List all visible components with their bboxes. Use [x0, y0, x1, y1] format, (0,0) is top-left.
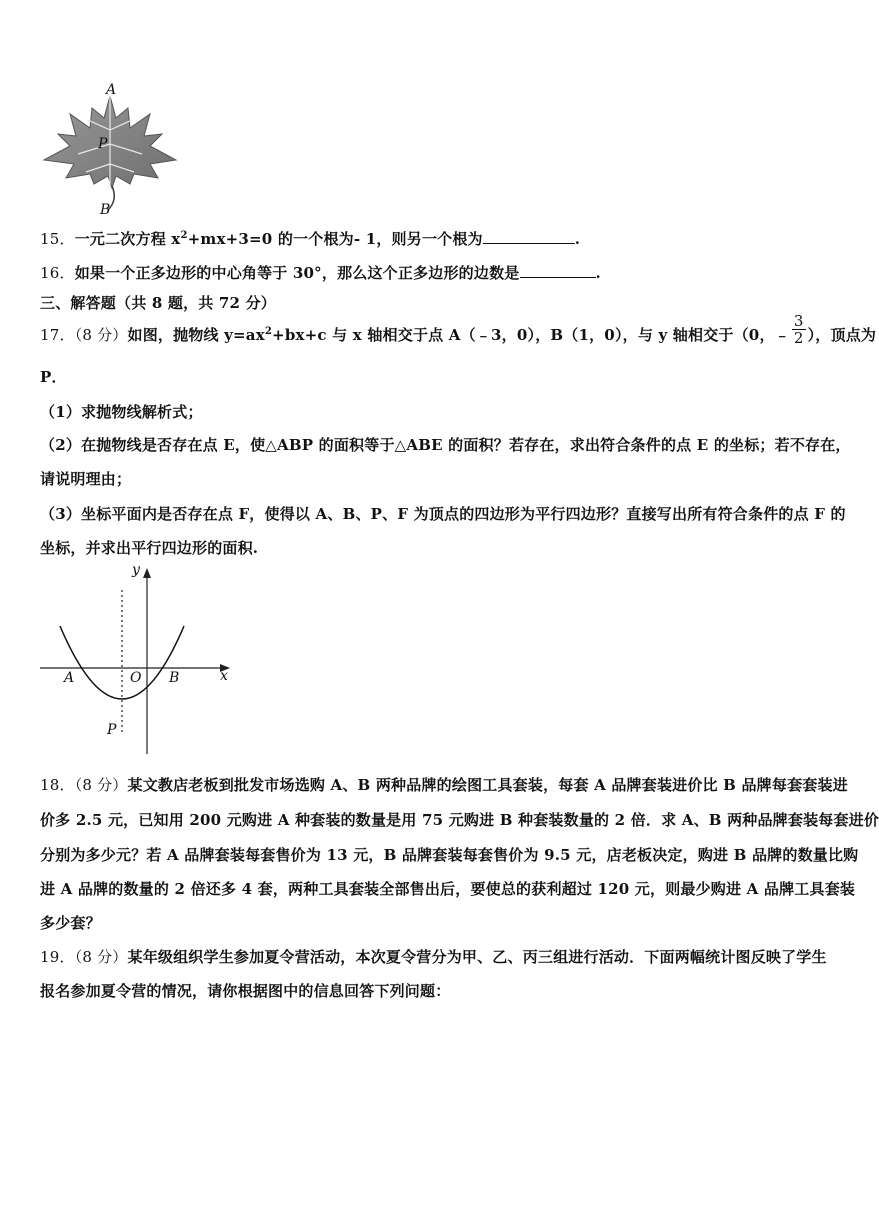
graph-label-p: P — [107, 722, 117, 738]
graph-label-x: x — [220, 668, 228, 684]
question-17-line2: P． — [40, 368, 67, 386]
q17-fraction — [792, 313, 806, 346]
q17-text-a: 如图，抛物线 y=ax — [127, 326, 265, 344]
question-18-line1 — [40, 774, 848, 795]
q17-text-c: ），顶点为 — [807, 326, 877, 344]
question-18-line4: 进 A 品牌的数量的 2 倍还多 4 套，两种工具套装全部售出后，要使总的获利超过 120 元，则最少购进 A 品牌工具套装 — [40, 880, 856, 898]
question-17-line1 — [40, 311, 877, 347]
parabola-graph — [38, 562, 238, 758]
question-16 — [40, 262, 601, 283]
q16-number: 16． — [40, 264, 75, 282]
q16-text-a: 如果一个正多边形的中心角等于 30°，那么这个正多边形的边数是 — [74, 264, 520, 282]
section-3-title: 三、解答题（共 8 题，共 72 分） — [40, 294, 277, 312]
graph-label-b: B — [169, 670, 180, 686]
leaf-label-a: A — [106, 82, 117, 98]
q15-end: . — [574, 230, 581, 248]
question-15 — [40, 228, 580, 249]
parabola-svg — [38, 562, 238, 758]
question-18-line5: 多少套？ — [40, 914, 101, 932]
q15-text-a: 一元二次方程 x — [74, 230, 181, 248]
q17-number: 17． — [40, 326, 75, 344]
q19-score: （8 分） — [74, 948, 128, 966]
q17-sup: 2 — [264, 326, 273, 337]
leaf-label-p: P — [98, 136, 108, 152]
question-19-line1 — [40, 946, 827, 967]
q17-subquestion-3-line2: 坐标，并求出平行四边形的面积. — [40, 539, 259, 557]
q17-subquestion-1: （1）求抛物线解析式； — [40, 403, 203, 421]
q15-sup: 2 — [180, 230, 188, 241]
q17-subquestion-3-line1: （3）坐标平面内是否存在点 F，使得以 A、B、P、F 为顶点的四边形为平行四边形？直接写出所有符合条件的点 F 的 — [40, 505, 846, 523]
q15-number: 15． — [40, 230, 75, 248]
q18-text-1: 某文教店老板到批发市场选购 A、B 两种品牌的绘图工具套装，每套 A 品牌套装进价比 B 品牌每套套装进 — [127, 776, 848, 794]
question-18-line3: 分别为多少元？若 A 品牌套装每套售价为 13 元，B 品牌套装每套售价为 9.5 元，店老板决定，购进 B 品牌的数量比购 — [40, 846, 859, 864]
q17-score: （8 分） — [74, 326, 128, 344]
y-axis-arrow — [143, 568, 151, 578]
q18-score: （8 分） — [74, 776, 128, 794]
leaf-label-b: B — [100, 202, 111, 218]
q19-text-1: 某年级组织学生参加夏令营活动，本次夏令营分为甲、乙、丙三组进行活动．下面两幅统计图反映了学生 — [127, 948, 827, 966]
q17-frac-num: 3 — [793, 311, 804, 330]
q17-text-b: +bx+c 与 x 轴相交于点 A（﹣3，0），B（1，0），与 y 轴相交于（0，﹣ — [272, 326, 790, 344]
q15-answer-blank[interactable] — [483, 243, 575, 244]
question-18-line2: 价多 2.5 元，已知用 200 元购进 A 种套装的数量是用 75 元购进 B 种套装数量的 2 倍．求 A、B 两种品牌套装每套进价 — [40, 811, 879, 829]
q19-number: 19． — [40, 948, 75, 966]
leaf-figure — [38, 84, 180, 220]
q17-subquestion-2-line1: （2）在抛物线是否存在点 E，使△ABP 的面积等于△ABE 的面积？若存在，求出符合条件的点 E 的坐标；若不存在， — [40, 436, 851, 454]
q17-subquestion-2-line2: 请说明理由； — [40, 470, 132, 488]
question-19-line2: 报名参加夏令营的情况，请你根据图中的信息回答下列问题： — [40, 982, 451, 1000]
q16-end: . — [595, 264, 601, 282]
graph-label-a: A — [64, 670, 75, 686]
q15-text-b: +mx+3=0 的一个根为- 1，则另一个根为 — [187, 230, 483, 248]
graph-label-o: O — [130, 670, 142, 686]
q18-number: 18． — [40, 776, 75, 794]
q17-frac-den: 2 — [793, 328, 804, 347]
maple-leaf-image — [38, 84, 180, 220]
q16-answer-blank[interactable] — [520, 277, 596, 278]
graph-label-y: y — [132, 562, 140, 578]
